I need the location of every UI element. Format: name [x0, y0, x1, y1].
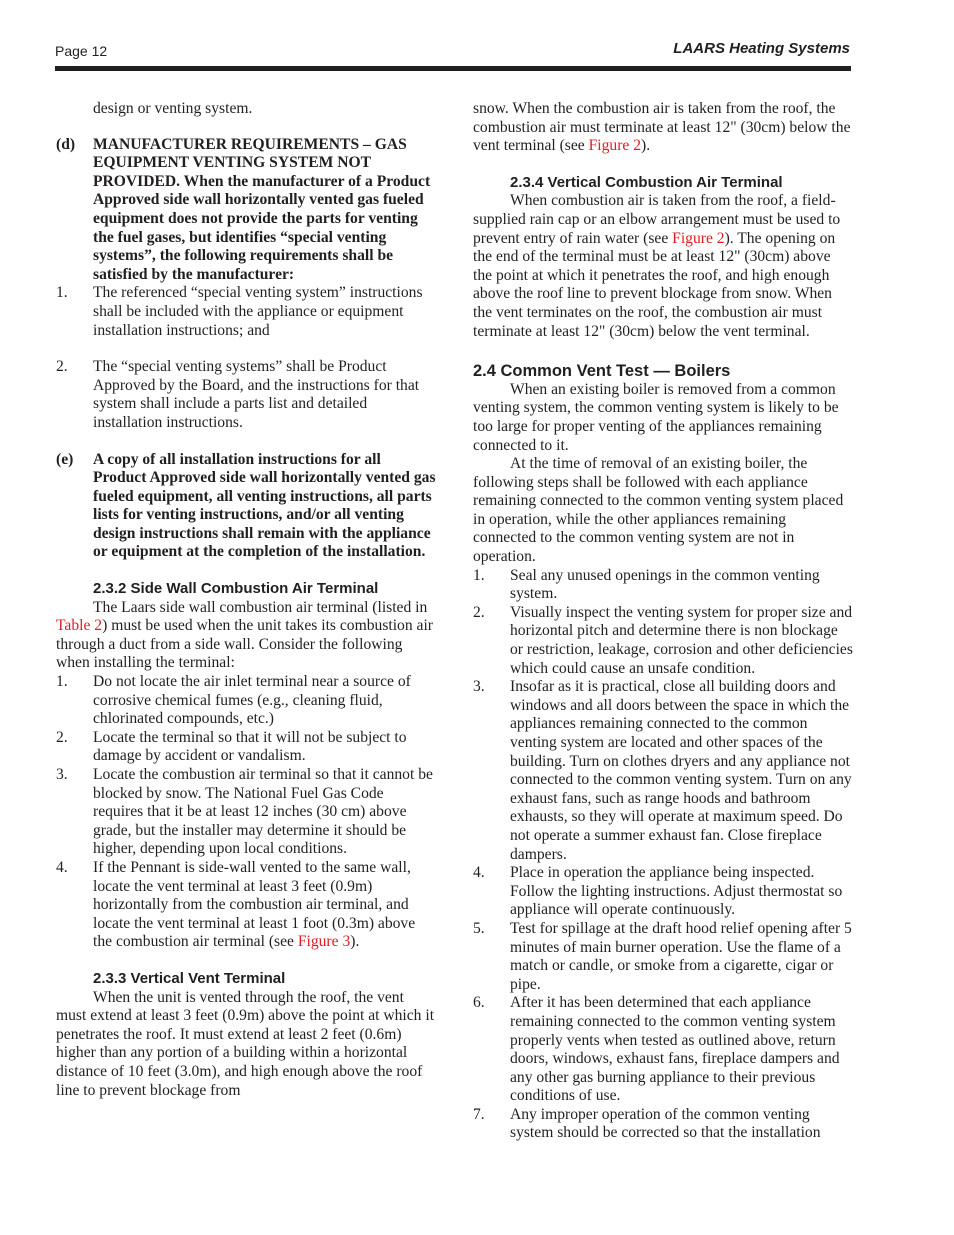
page-number: Page 12 [55, 43, 108, 59]
clause-e-label: (e) [56, 450, 74, 468]
section-heading: 2.3.2 Side Wall Combustion Air Terminal [93, 580, 379, 598]
paragraph: When the unit is vented through the roof, the vent must extend at least 3 feet (0.9m) above the point at which it penetrates the roof. It must extend at least 2 feet (0.6m) higher than any portion of a building within a horizontal distance of 10 feet (3.0m), and high enough above the roof line to prevent blockage from [56, 988, 435, 1099]
list-item: 6. After it has been determined that each appliance remaining connected to the common venting system properly vents when tested as outlined above, return doors, windows, exhaust fans, fireplace dampers and any other gas burning appliance to their previous conditions of use. [473, 994, 840, 1105]
list-item: 2. Locate the terminal so that it will not be subject to damage by accident or vandalism. [56, 728, 407, 765]
paragraph: When combustion air is taken from the roof, a field-supplied rain cap or an elbow arrangement must be used to prevent entry of rain water (see Figure 2). The opening on the end of the terminal must be at least 12" (30cm) above the point at which it penetrates the roof, and high enough above the roof line to prevent blockage from snow. When the vent terminates on the roof, the combustion air must terminate at least 12" (30cm) below the vent terminal. [473, 192, 841, 340]
list-item: 4. If the Pennant is side-wall vented to the same wall, locate the vent terminal at least 3 feet (0.9m) horizontally from the combustion air terminal, and locate the vent terminal at least 1 foot (0.3m) above the combustion air terminal (see Figure 3). [56, 858, 416, 951]
list-item: 7. Any improper operation of the common venting system should be corrected so that the installation [473, 1105, 821, 1142]
list-item: 5. Test for spillage at the draft hood relief opening after 5 minutes of main burner operation. Use the flame of a match or candle, or smoke from a cigarette, cigar or pipe. [473, 919, 852, 993]
figure-3-link[interactable]: Figure 3 [297, 933, 351, 951]
table-2-link[interactable]: Table 2 [56, 617, 103, 635]
list-item: 4. Place in operation the appliance being inspected. Follow the lighting instructions. Adjust thermostat so appliance will operate continuously. [473, 864, 843, 919]
section-heading: 2.3.4 Vertical Combustion Air Terminal [510, 173, 783, 191]
paragraph: The Laars side wall combustion air terminal (listed in Table 2) must be used when the unit takes its combustion air through a duct from a side wall. Consider the following when installing the terminal: [56, 598, 433, 672]
list-item: 2. The “special venting systems” shall be Product Approved by the Board, and the instructions for that system shall include a parts list and detailed installation instructions. [56, 358, 420, 431]
list-item: 1. The referenced “special venting system” instructions shall be included with the appliance or equipment installation instructions; and [56, 284, 423, 339]
clause-d-text: MANUFACTURER REQUIREMENTS – GAS EQUIPMENT VENTING SYSTEM NOT PROVIDED. When the manufacturer of a Product Approved side wall horizontally vented gas fueled equipment does not provide the parts for venting the fuel gases, but identifies “special venting systems”, the following requirements shall be satisfied by the manufacturer: [93, 135, 431, 283]
figure-2-link[interactable]: Figure 2 [672, 229, 725, 247]
clause-d-label: (d) [56, 135, 76, 153]
list-item: 3. Locate the combustion air terminal so that it cannot be blocked by snow. The National Fuel Gas Code requires that it be at least 12 inches (30 cm) above grade, but the installer may determine it should be higher, depending upon local conditions. [56, 766, 433, 858]
brand-title: LAARS Heating Systems [673, 40, 850, 57]
figure-2-link[interactable]: Figure 2 [588, 137, 642, 155]
list-item: 2. Visually inspect the venting system for proper size and horizontal pitch and determine there is non blockage or restriction, leakage, corrosion and other deficiencies which could cause an unsafe condition. [473, 603, 853, 677]
header-rule [55, 66, 851, 71]
left-column [56, 100, 436, 1100]
clause-e-text: A copy of all installation instructions for all Product Approved side wall horizontally vented gas fueled equipment, all venting instructions, all parts lists for venting instructions, and/or all venting design instructions shall remain with the appliance or equipment at the completion of the installation. [93, 450, 436, 561]
list-item: 1. Do not locate the air inlet terminal near a source of corrosive chemical fumes (e.g., cleaning fluid, chlorinated compounds, etc.) [56, 673, 411, 728]
clause-e [56, 451, 436, 563]
section-heading: 2.3.3 Vertical Vent Terminal [93, 969, 286, 987]
paragraph: snow. When the combustion air is taken from the roof, the combustion air must terminate at least 12" (30cm) below the vent terminal (see Figure 2). [473, 100, 851, 155]
continued-text: design or venting system. [93, 100, 253, 117]
section-heading: 2.4 Common Vent Test — Boilers [473, 362, 731, 381]
list-item: 1. Seal any unused openings in the common venting system. [473, 566, 820, 603]
list-item: 3. Insofar as it is practical, close all building doors and windows and all doors between the space in which the appliances remaining connected to the common venting system are located and other spaces of the building. Turn on clothes dryers and any appliance not connected to the common venting system. Turn on any exhaust fans, such as range hoods and bathroom exhausts, so they will operate at maximum speed. Do not operate a summer exhaust fan. Close fireplace dampers. [473, 678, 852, 863]
right-column [473, 100, 853, 1143]
paragraph: At the time of removal of an existing boiler, the following steps shall be followed with each appliance remaining connected to the common venting system placed in operation, while the other appliances remaining connected to the common venting system are not in operation. [473, 455, 844, 566]
paragraph: When an existing boiler is removed from a common venting system, the common venting system is likely to be too large for proper venting of the appliances remaining connected to it. [473, 380, 839, 454]
clause-d [56, 136, 436, 285]
